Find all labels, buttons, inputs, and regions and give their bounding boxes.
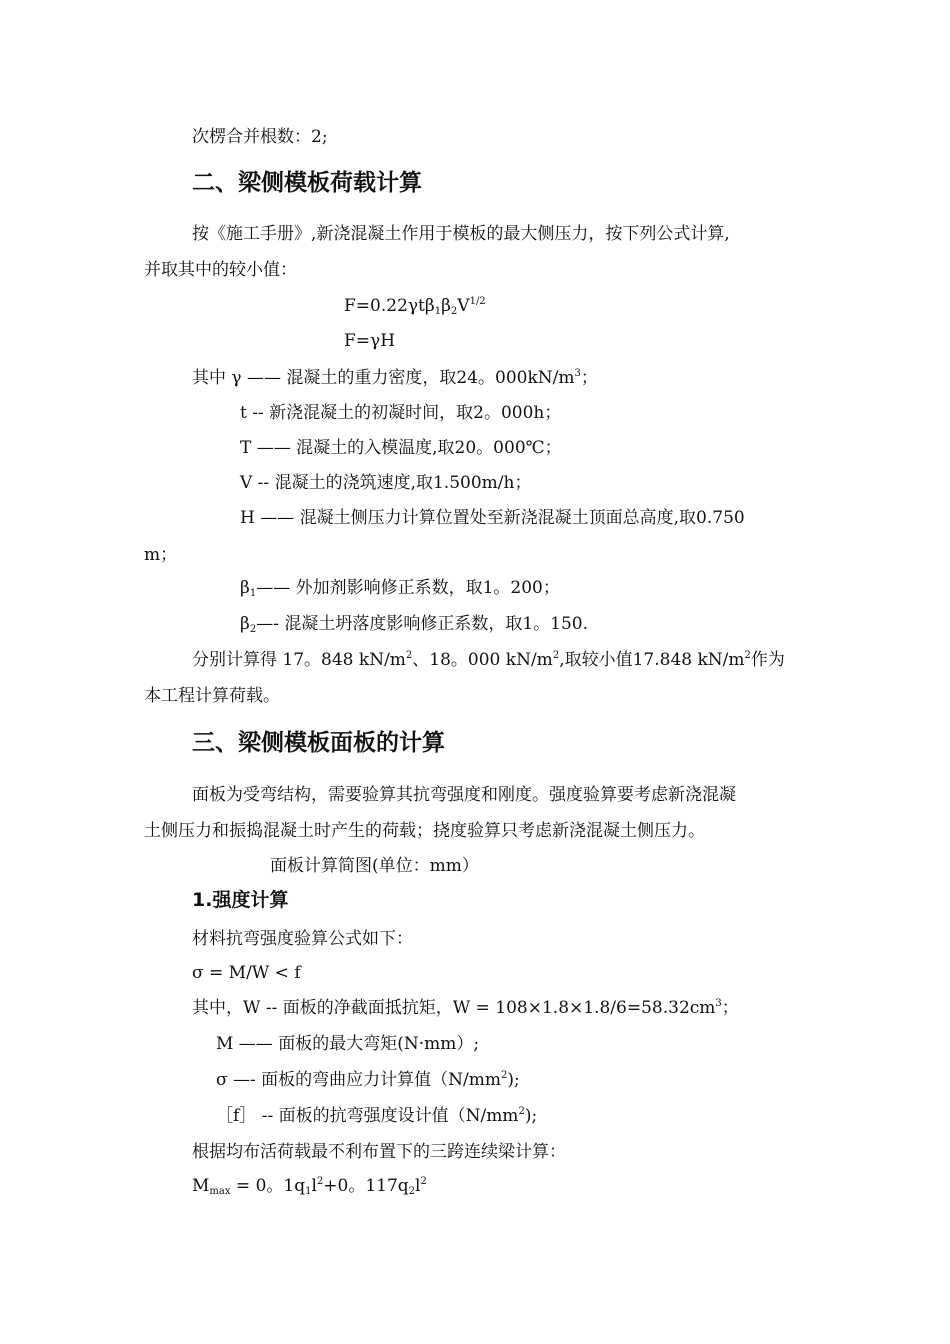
formula-2: F=γH	[344, 331, 396, 351]
where-T: T —— 混凝土的入模温度,取20。000℃；	[240, 438, 562, 458]
where-beta1: $\beta_1——$ 外加剂影响修正系数，取1。200；	[240, 578, 560, 599]
result-line-2: 本工程计算荷载。	[144, 686, 280, 706]
where-V: V -- 混凝土的浇筑速度,取1.500m/h；	[240, 473, 532, 493]
panel-diagram-caption: 面板计算简图(单位：mm）	[270, 856, 479, 876]
section-2-heading: 二、梁侧模板荷载计算	[192, 170, 422, 196]
result-line-1: 分别计算得 17。848 $kN/m^2$、18。000 $kN/m^2$,取较小值17.848 $kN/m^2$作为	[192, 650, 785, 670]
formula-1: $F=0.22\gamma t\beta_1\beta_2V^{1/2}$	[344, 296, 486, 317]
panel-paragraph-line-2: 土侧压力和振捣混凝土时产生的荷载；挠度验算只考虑新浇混凝土侧压力。	[144, 821, 705, 841]
panel-paragraph-line-1: 面板为受弯结构，需要验算其抗弯强度和刚度。强度验算要考虑新浇混凝	[192, 785, 736, 805]
ciling-count-text: 次楞合并根数：2;	[192, 127, 328, 147]
sigma-formula: σ = M/W < f	[192, 963, 301, 983]
where-f: ［f］ -- 面板的抗弯强度设计值$(N/mm^2)$;	[216, 1106, 538, 1126]
where-t: t -- 新浇混凝土的初凝时间，取2。000h；	[240, 403, 562, 423]
strength-subheading: 1.强度计算	[192, 889, 289, 911]
where-W: 其中，W -- 面板的净截面抵抗矩，$W = 108\times 1.8\times 1.8/6=58.32cm^3$；	[192, 998, 739, 1018]
where-gamma: 其中 γ —— 混凝土的重力密度，取24。$000kN/m^3$；	[192, 368, 598, 388]
intro-paragraph-line-1: 按《施工手册》,新浇混凝土作用于模板的最大侧压力，按下列公式计算,	[192, 224, 730, 244]
where-beta2: $\beta_2—-$ 混凝土坍落度影响修正系数，取1。150.	[240, 614, 589, 635]
intro-paragraph-line-2: 并取其中的较小值：	[144, 260, 297, 280]
material-formula-intro: 材料抗弯强度验算公式如下：	[192, 929, 413, 949]
where-H-line-1: H —— 混凝土侧压力计算位置处至新浇混凝土顶面总高度,取0.750	[240, 508, 745, 528]
where-sigma: σ —- 面板的弯曲应力计算值$(N/mm^2)$;	[216, 1070, 520, 1090]
where-M: M —— 面板的最大弯矩(N·mm）;	[216, 1034, 480, 1054]
three-span-text: 根据均布活荷载最不利布置下的三跨连续梁计算：	[192, 1142, 566, 1162]
mmax-formula: $M_{max} = 0$。$1q_1l^2+0$。$117q_2l^2$	[192, 1176, 427, 1197]
where-H-line-2: m；	[144, 545, 178, 565]
section-3-heading: 三、梁侧模板面板的计算	[192, 730, 445, 756]
